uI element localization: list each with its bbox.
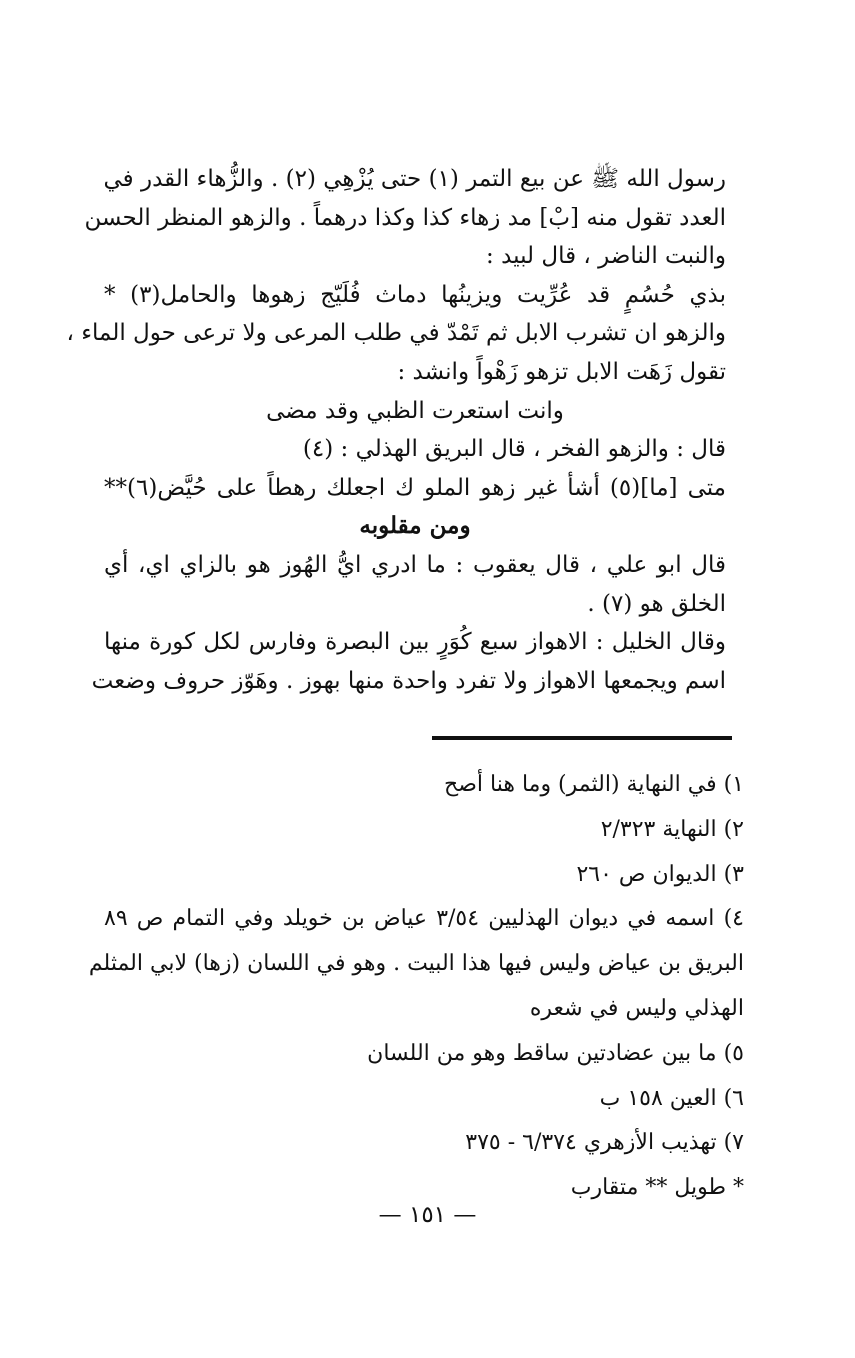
verse-line: وانت استعرت الظبي وقد مضى	[266, 397, 564, 424]
footnote-divider	[432, 736, 732, 740]
page-number: — ١٥١ —	[378, 1202, 477, 1228]
text-line: تقول زَهَت الابل تزهو زَهْواً وانشد :	[397, 358, 726, 385]
verse-line: بذي حُسُمٍ قد عُرِّيت ويزينُها دماث فُلَيّج زهوها والحامل(٣) *	[104, 281, 726, 308]
section-heading: ومن مقلوبه	[359, 512, 471, 540]
footnote: ١) في النهاية (الثمر) وما هنا أصح	[444, 772, 744, 797]
text-line: الخلق هو (٧) .	[587, 590, 726, 617]
text-line: رسول الله ﷺ عن بيع التمر (١) حتى يُزْهِي (٢) . والزُّهاء القدر في	[103, 166, 726, 192]
meter-note: * طويل ** متقارب	[570, 1175, 744, 1201]
text-line: قال : والزهو الفخر ، قال البريق الهذلي : (٤)	[302, 436, 726, 463]
verse-line: متى [ما](٥) أشأ غير زهو الملو ك اجعلك رهطاً على حُيَّض(٦)**	[104, 474, 726, 501]
footnote-continuation: البريق بن عياض وليس فيها هذا البيت . وهو في اللسان (زها) لابي المثلم	[88, 951, 744, 977]
footnote: ٢) النهاية ٢/٣٢٣	[600, 816, 744, 842]
text-line: قال ابو علي ، قال يعقوب : ما ادري ايُّ الهُوز هو بالزاي اي، أي	[104, 551, 726, 578]
main-text	[66, 160, 726, 700]
text-line: اسم ويجمعها الاهواز ولا تفرد واحدة منها بهوز . وهَوّز حروف وضعت	[91, 667, 726, 694]
footnote: ٣) الديوان ص ٢٦٠	[576, 861, 744, 887]
text-line: والزهو ان تشرب الابل ثم تَمْدّ في طلب المرعى ولا ترعى حول الماء ،	[66, 320, 726, 347]
footnote: ٤) اسمه في ديوان الهذليين ٣/٥٤ عياض بن خويلد وفي التمام ص ٨٩	[104, 906, 744, 932]
text-line: والنبت الناضر ، قال لبيد :	[486, 243, 726, 270]
text-line: العدد تقول منه [بْ] مد زهاء كذا وكذا درهماً . والزهو المنظر الحسن	[84, 204, 726, 231]
footnote-continuation: الهذلي وليس في شعره	[529, 995, 744, 1021]
footnote: ٧) تهذيب الأزهري ٦/٣٧٤ - ٣٧٥	[465, 1130, 744, 1156]
footnotes	[88, 763, 744, 1211]
text-line: وقال الخليل : الاهواز سبع كُوَرٍ بين البصرة وفارس لكل كورة منها	[104, 629, 726, 656]
footnote: ٥) ما بين عضادتين ساقط وهو من اللسان	[367, 1040, 744, 1066]
footnote: ٦) العين ١٥٨ ب	[599, 1085, 744, 1111]
